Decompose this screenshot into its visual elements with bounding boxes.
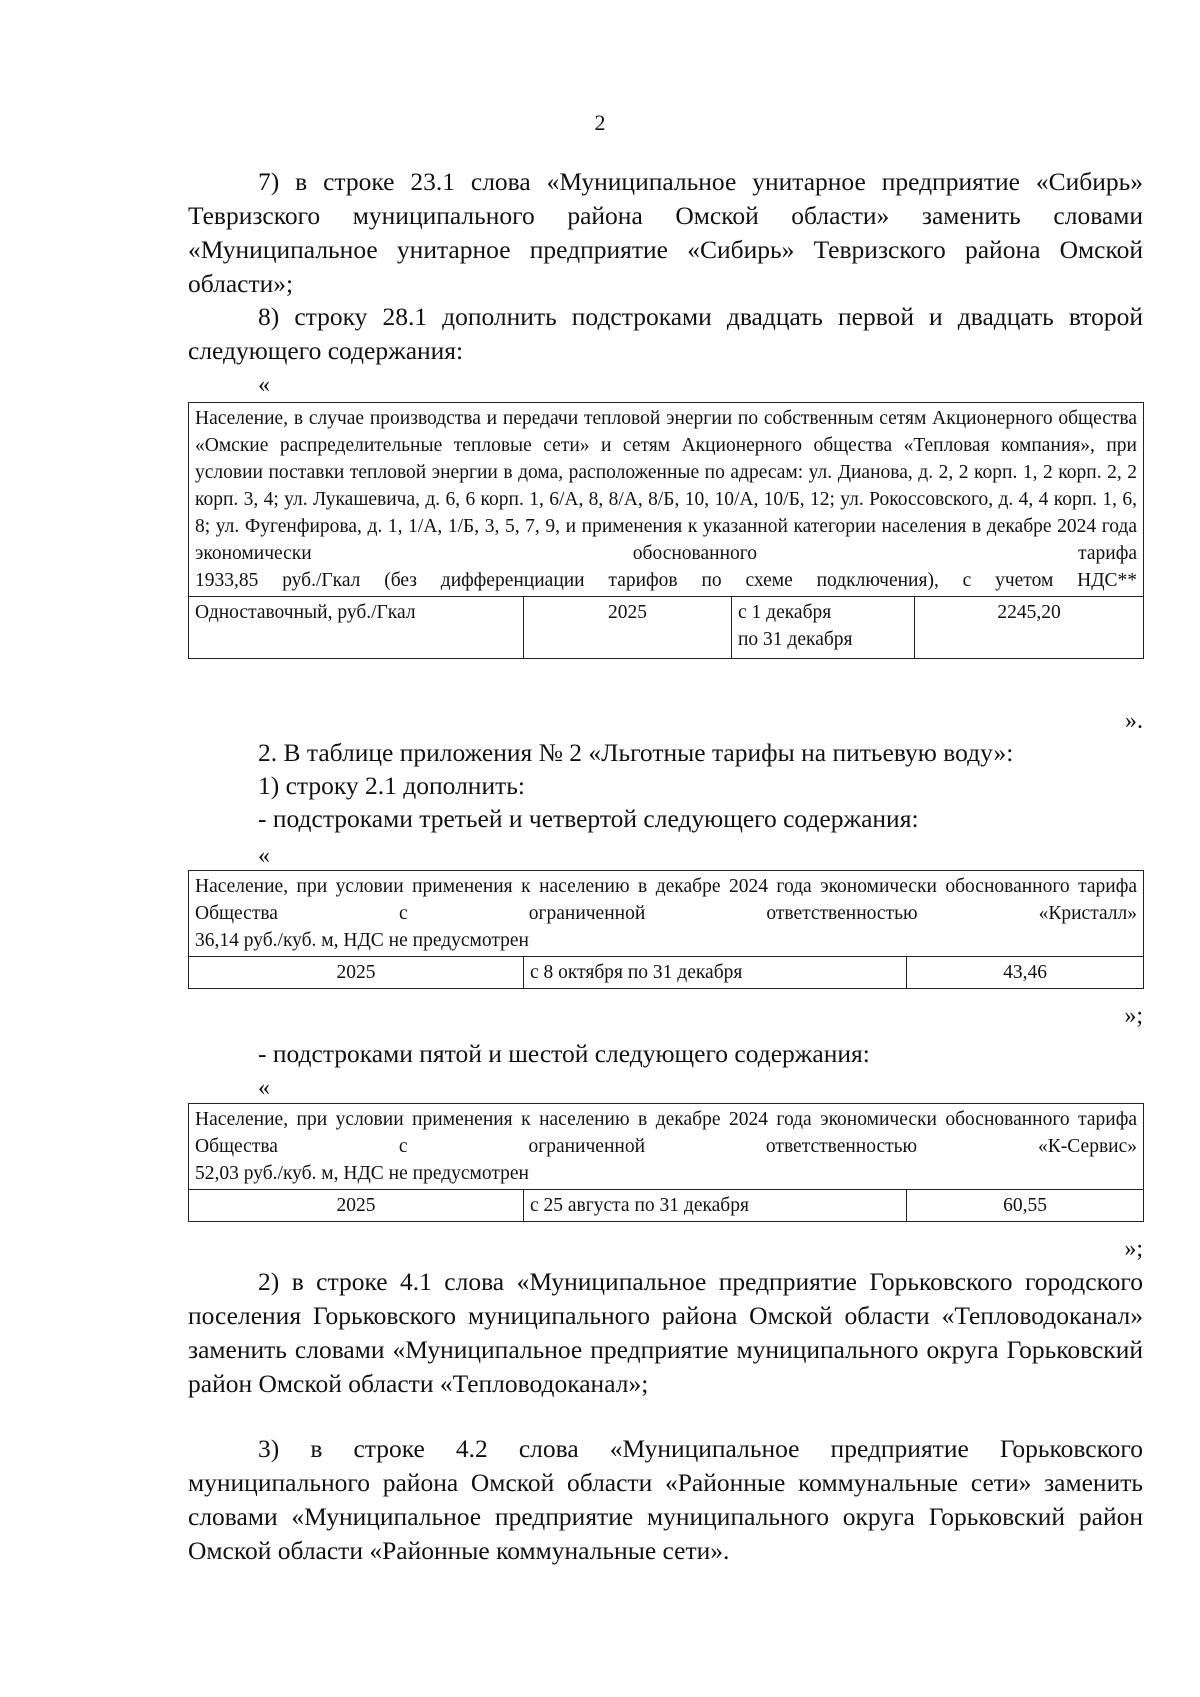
period-cell: с 25 августа по 31 декабря [524,1190,907,1222]
paragraph-3-row-4-2: 3) в строке 4.2 слова «Муниципальное предприятие Горьковского муниципального района Омской области «Районные коммунальные сети» заменить словами «Муниципальное предприятие муниципального округа Горьковский район Омской области «Районные коммунальные сети». [188,1434,1143,1565]
year-cell: 2025 [189,957,524,989]
paragraph-8: 8) строку 28.1 дополнить подстроками двадцать первой и двадцать второй следующего содержания: [188,302,1143,365]
paragraph-7: 7) в строке 23.1 слова «Муниципальное унитарное предприятие «Сибирь» Тевризского муниципального района Омской области» заменить словами «Муниципальное унитарное предприятие «Сибирь» Тевризского района Омской области»; [188,167,1143,298]
item-1: 1) строку 2.1 дополнить: [258,771,525,800]
close-quote-2: »; [1124,1003,1143,1029]
heat-tariff-table [188,402,1144,659]
period-cell: с 1 декабря по 31 декабря [732,597,915,659]
value-cell: 2245,20 [915,597,1144,659]
heat-tariff-description: Население, в случае производства и передачи тепловой энергии по собственным сетям Акционерного общества «Омские распределительные тепловые сети» и сетям Акционерного общества «Тепловая компания», при условии поставки тепловой энергии в дома, расположенные по адресам: ул. Дианова, д. 2, 2 корп. 1, 2 корп. 2, 2 корп. 3, 4; ул. Лукашевича, д. 6, 6 корп. 1, 6/А, 8, 8/А, 8/Б, 10, 10/А, 10/Б, 12; ул. Рокоссовского, д. 4, 4 корп. 1, 6, 8; ул. Фугенфирова, д. 1, 1/А, 1/Б, 3, 5, 7, 9, и применения к указанной категории населения в декабре 2024 года экономически обоснованного тарифа 1933,85 руб./Гкал (без дифференциации тарифов по схеме подключения), с учетом НДС** [189,403,1144,597]
value-cell: 60,55 [907,1190,1144,1222]
open-quote-1: « [258,372,270,398]
kristall-description: Население, при условии применения к населению в декабре 2024 года экономически обоснованного тарифа Общества с ограниченной ответственностью «Кристалл» 36,14 руб./куб. м, НДС не предусмотрен [189,871,1144,957]
kservis-description: Население, при условии применения к населению в декабре 2024 года экономически обоснованного тарифа Общества с ограниченной ответственностью «К-Сервис» 52,03 руб./куб. м, НДС не предусмотрен [189,1104,1144,1190]
page-number: 2 [594,110,606,135]
period-cell: с 8 октября по 31 декабря [524,957,907,989]
close-quote-3: »; [1124,1236,1143,1262]
year-cell: 2025 [524,597,732,659]
year-cell: 2025 [189,1190,524,1222]
open-quote-2: « [258,843,270,869]
paragraph-2-row-4-1: 2) в строке 4.1 слова «Муниципальное предприятие Горьковского городского поселения Горьковского муниципального района Омской области «Тепловодоканал» заменить словами «Муниципальное предприятие муниципального округа Горьковский район Омской области «Тепловодоканал»; [188,1267,1143,1398]
subrows-3-4-intro: - подстроками третьей и четвертой следующего содержания: [258,804,919,833]
subrows-5-6-intro: - подстроками пятой и шестой следующего содержания: [258,1039,870,1068]
kservis-tariff-table [188,1103,1144,1222]
value-cell: 43,46 [907,957,1144,989]
open-quote-3: « [258,1075,270,1101]
tariff-type-cell: Одноставочный, руб./Гкал [189,597,524,659]
kristall-tariff-table [188,870,1144,989]
section-2-heading: 2. В таблице приложения № 2 «Льготные тарифы на питьевую воду»: [258,738,1014,767]
close-quote-1: ». [1125,708,1143,734]
